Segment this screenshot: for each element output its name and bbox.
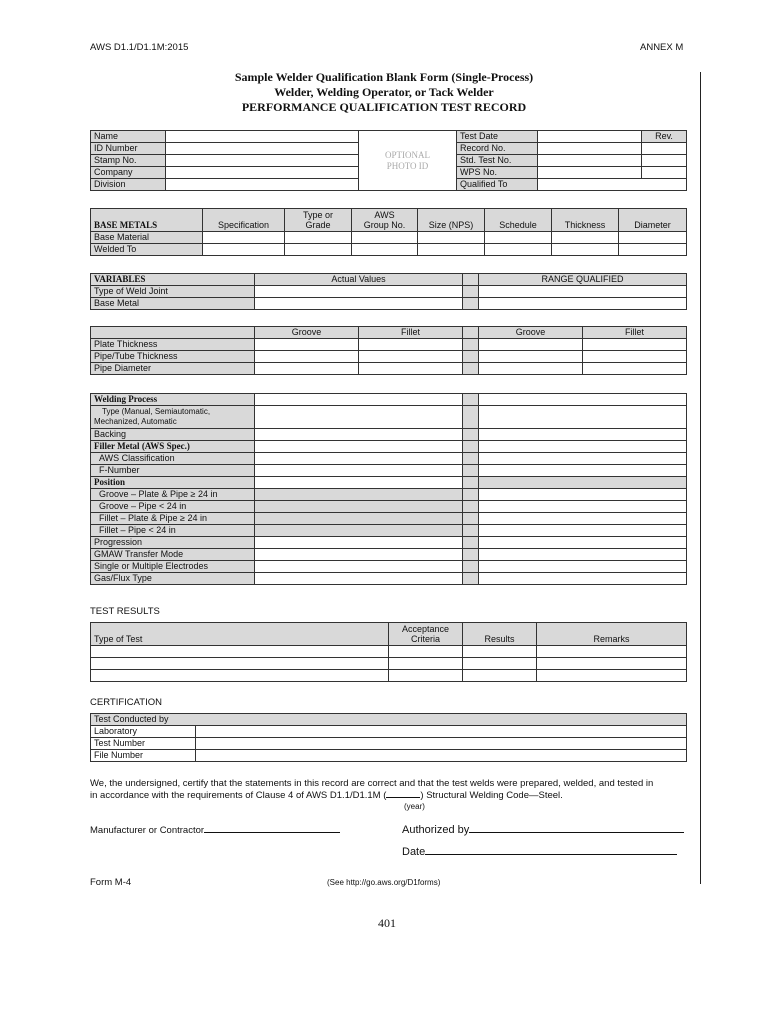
title-line-2: Welder, Welding Operator, or Tack Welder [274, 85, 494, 99]
welded-to-label: Welded To [91, 244, 203, 256]
title-line-1: Sample Welder Qualification Blank Form (Single-Process) [234, 70, 534, 84]
base-material-grade[interactable] [285, 232, 352, 244]
weld-joint-actual[interactable] [255, 286, 463, 298]
backing-label: Backing [91, 429, 255, 441]
certification-table [90, 713, 687, 762]
filler-metal-range[interactable] [479, 441, 687, 453]
spacer-cell [463, 394, 479, 406]
base-material-group[interactable] [352, 232, 418, 244]
fillet-plate-actual [255, 513, 463, 525]
authorized-line [402, 824, 684, 836]
statement-line-2a: in accordance with the requirements of Clause 4 of AWS D1.1/D1.1M ( [90, 790, 387, 801]
test-row-3-criteria[interactable] [389, 670, 463, 682]
welding-process-range[interactable] [479, 394, 687, 406]
fillet-plate-range[interactable] [479, 513, 687, 525]
std-test-no-label: Std. Test No. [457, 155, 538, 167]
grade-text: Grade [305, 220, 331, 230]
test-date-field[interactable] [538, 131, 642, 143]
aws-group-header [352, 209, 418, 232]
fillet-pipe-label: Fillet – Pipe < 24 in [91, 525, 255, 537]
test-date-label: Test Date [457, 131, 538, 143]
company-label: Company [91, 167, 166, 179]
plate-thickness-actual-fillet[interactable] [359, 339, 463, 351]
base-material-spec[interactable] [203, 232, 285, 244]
thickness-table [90, 326, 687, 375]
base-metal-range[interactable] [479, 298, 687, 310]
process-type-line-2: Mechanized, Automatic [94, 417, 177, 426]
division-field[interactable] [166, 179, 359, 191]
manufacturer-line [90, 825, 340, 836]
aws-text: AWS [374, 210, 395, 220]
margin-rule [700, 72, 701, 884]
pipe-thickness-label: Pipe/Tube Thickness [91, 351, 255, 363]
certification-statement [90, 778, 690, 802]
acceptance-line-1: Acceptance [401, 624, 450, 634]
id-number-label: ID Number [91, 143, 166, 155]
pipe-thickness-range-fillet[interactable] [583, 351, 687, 363]
aws-classification-range[interactable] [479, 453, 687, 465]
certification-title: CERTIFICATION [90, 697, 162, 708]
spacer-cell [463, 501, 479, 513]
qualified-to-field[interactable] [538, 179, 687, 191]
test-row-1-results[interactable] [463, 646, 537, 658]
spacer-cell [463, 286, 479, 298]
diameter-header: Diameter [619, 209, 687, 232]
rev-field[interactable] [642, 143, 687, 155]
electrodes-actual[interactable] [255, 561, 463, 573]
range-groove-header: Groove [479, 327, 583, 339]
welding-process-actual[interactable] [255, 394, 463, 406]
spacer-cell [463, 489, 479, 501]
division-label: Division [91, 179, 166, 191]
test-row-2-results[interactable] [463, 658, 537, 670]
date-field[interactable] [425, 854, 677, 855]
record-no-field[interactable] [538, 143, 642, 155]
spacer-cell [463, 525, 479, 537]
welded-to-thickness[interactable] [552, 244, 619, 256]
welded-to-diameter[interactable] [619, 244, 687, 256]
page-number: 401 [378, 916, 396, 930]
base-material-label: Base Material [91, 232, 203, 244]
fillet-plate-label: Fillet – Plate & Pipe ≥ 24 in [91, 513, 255, 525]
electrodes-label: Single or Multiple Electrodes [91, 561, 255, 573]
actual-values-header: Actual Values [255, 274, 463, 286]
rev-label: Rev. [642, 131, 687, 143]
pipe-diameter-label: Pipe Diameter [91, 363, 255, 375]
welded-to-schedule[interactable] [485, 244, 552, 256]
filler-metal-label: Filler Metal (AWS Spec.) [91, 441, 255, 453]
spacer-cell [463, 573, 479, 585]
test-row-3-type[interactable] [91, 670, 389, 682]
year-caption: (year) [404, 802, 425, 811]
base-material-size[interactable] [418, 232, 485, 244]
record-no-label: Record No. [457, 143, 538, 155]
wps-no-field[interactable] [538, 167, 642, 179]
gas-flux-label: Gas/Flux Type [91, 573, 255, 585]
aws-classification-actual[interactable] [255, 453, 463, 465]
identity-table [90, 130, 687, 191]
pipe-diameter-range-groove[interactable] [479, 363, 583, 375]
groove-plate-actual [255, 489, 463, 501]
groove-plate-label: Groove – Plate & Pipe ≥ 24 in [91, 489, 255, 501]
spacer-cell [463, 363, 479, 375]
statement-line-1: We, the undersigned, certify that the statements in this record are correct and that the test welds were prepared, welded, and tested in [90, 778, 654, 789]
welded-to-spec[interactable] [203, 244, 285, 256]
gas-flux-range[interactable] [479, 573, 687, 585]
process-type-actual[interactable] [255, 406, 463, 429]
type-grade-header [285, 209, 352, 232]
range-fillet-header: Fillet [583, 327, 687, 339]
position-actual[interactable] [255, 477, 463, 489]
weld-joint-range[interactable] [479, 286, 687, 298]
spacer-cell [463, 406, 479, 429]
groove-pipe-range[interactable] [479, 501, 687, 513]
test-results-table [90, 622, 687, 682]
spacer-cell [463, 351, 479, 363]
acceptance-header [389, 623, 463, 646]
test-row-2-criteria[interactable] [389, 658, 463, 670]
actual-groove-header: Groove [255, 327, 359, 339]
fillet-pipe-range[interactable] [479, 525, 687, 537]
base-metal-label: Base Metal [91, 298, 255, 310]
laboratory-label: Laboratory [91, 726, 196, 738]
f-number-actual[interactable] [255, 465, 463, 477]
pipe-thickness-actual-groove[interactable] [255, 351, 359, 363]
group-no-text: Group No. [363, 220, 406, 230]
electrodes-range[interactable] [479, 561, 687, 573]
base-metals-table [90, 208, 687, 256]
blank-header [91, 327, 255, 339]
f-number-range[interactable] [479, 465, 687, 477]
spacer-cell [463, 453, 479, 465]
welded-to-grade[interactable] [285, 244, 352, 256]
actual-fillet-header: Fillet [359, 327, 463, 339]
name-field[interactable] [166, 131, 359, 143]
welded-to-group[interactable] [352, 244, 418, 256]
spacer-cell [463, 339, 479, 351]
welded-to-size[interactable] [418, 244, 485, 256]
test-row-3-results[interactable] [463, 670, 537, 682]
name-label: Name [91, 131, 166, 143]
form-number: Form M-4 [90, 877, 132, 888]
spacer-cell [463, 561, 479, 573]
authorized-label: Authorized by [402, 824, 470, 836]
spacer-cell [463, 477, 479, 489]
test-row-3-remarks[interactable] [537, 670, 687, 682]
base-metal-actual[interactable] [255, 298, 463, 310]
spacer-cell [463, 441, 479, 453]
year-blank[interactable] [386, 797, 420, 798]
title-line-3: PERFORMANCE QUALIFICATION TEST RECORD [241, 100, 527, 114]
date-label: Date [402, 846, 426, 858]
process-type-line-1: Type (Manual, Semiautomatic, [102, 407, 211, 416]
fillet-pipe-actual [255, 525, 463, 537]
qualified-to-label: Qualified To [457, 179, 538, 191]
filler-metal-actual[interactable] [255, 441, 463, 453]
position-range [479, 477, 687, 489]
test-row-2-type[interactable] [91, 658, 389, 670]
test-number-field[interactable] [196, 738, 687, 750]
test-conducted-by-label: Test Conducted by [91, 714, 687, 726]
gmaw-range[interactable] [479, 549, 687, 561]
manufacturer-field[interactable] [204, 832, 340, 833]
test-number-label: Test Number [91, 738, 196, 750]
remarks-header: Remarks [537, 623, 687, 646]
id-number-field[interactable] [166, 143, 359, 155]
wps-no-label: WPS No. [457, 167, 538, 179]
specification-header: Specification [203, 209, 285, 232]
pipe-diameter-range-fillet[interactable] [583, 363, 687, 375]
statement-line-2b: ) Structural Welding Code—Steel. [420, 790, 563, 801]
type-or-text: Type or [302, 210, 333, 220]
welding-process-label: Welding Process [91, 394, 255, 406]
thickness-header: Thickness [552, 209, 619, 232]
spacer-cell [463, 274, 479, 286]
base-material-diameter[interactable] [619, 232, 687, 244]
base-metals-header: BASE METALS [91, 209, 203, 232]
manufacturer-label: Manufacturer or Contractor [90, 825, 205, 836]
plate-thickness-range-fillet[interactable] [583, 339, 687, 351]
backing-actual[interactable] [255, 429, 463, 441]
progression-actual[interactable] [255, 537, 463, 549]
stamp-no-label: Stamp No. [91, 155, 166, 167]
pipe-diameter-actual-fillet[interactable] [359, 363, 463, 375]
statement-line-2 [90, 790, 690, 802]
file-number-label: File Number [91, 750, 196, 762]
aws-classification-label: AWS Classification [91, 453, 255, 465]
spacer-cell [463, 549, 479, 561]
test-row-1-criteria[interactable] [389, 646, 463, 658]
results-header: Results [463, 623, 537, 646]
plate-thickness-range-groove[interactable] [479, 339, 583, 351]
size-header: Size (NPS) [418, 209, 485, 232]
test-row-2-remarks[interactable] [537, 658, 687, 670]
header-annex: ANNEX M [640, 42, 684, 53]
weld-joint-label: Type of Weld Joint [91, 286, 255, 298]
acceptance-line-2: Criteria [410, 634, 440, 644]
photo-line-1: OPTIONAL [385, 149, 430, 160]
test-results-title: TEST RESULTS [90, 606, 160, 617]
pipe-thickness-range-groove[interactable] [479, 351, 583, 363]
groove-plate-range[interactable] [479, 489, 687, 501]
file-number-field[interactable] [196, 750, 687, 762]
rev-field-3[interactable] [642, 167, 687, 179]
spacer-cell [463, 429, 479, 441]
test-row-1-remarks[interactable] [537, 646, 687, 658]
photo-id-box [359, 131, 457, 191]
pipe-diameter-actual-groove[interactable] [255, 363, 359, 375]
laboratory-field[interactable] [196, 726, 687, 738]
spacer-cell [463, 298, 479, 310]
spacer-cell [463, 513, 479, 525]
company-field[interactable] [166, 167, 359, 179]
process-type-range[interactable] [479, 406, 687, 429]
groove-pipe-actual [255, 501, 463, 513]
plate-thickness-label: Plate Thickness [91, 339, 255, 351]
variables-header: VARIABLES [91, 274, 255, 286]
test-row-1-type[interactable] [91, 646, 389, 658]
range-qualified-header: RANGE QUALIFIED [479, 274, 687, 286]
photo-line-2: PHOTO ID [386, 160, 429, 171]
gmaw-label: GMAW Transfer Mode [91, 549, 255, 561]
gas-flux-actual[interactable] [255, 573, 463, 585]
stamp-no-field[interactable] [166, 155, 359, 167]
progression-range[interactable] [479, 537, 687, 549]
type-of-test-header: Type of Test [91, 623, 389, 646]
schedule-header: Schedule [485, 209, 552, 232]
gmaw-actual[interactable] [255, 549, 463, 561]
process-type-label [91, 406, 255, 429]
pipe-thickness-actual-fillet[interactable] [359, 351, 463, 363]
authorized-field[interactable] [469, 832, 684, 833]
header-doc-id: AWS D1.1/D1.1M:2015 [90, 42, 189, 53]
spacer-cell [463, 537, 479, 549]
date-line [402, 846, 677, 858]
std-test-no-field[interactable] [538, 155, 642, 167]
base-material-schedule[interactable] [485, 232, 552, 244]
position-label: Position [91, 477, 255, 489]
base-material-thickness[interactable] [552, 232, 619, 244]
f-number-label: F-Number [91, 465, 255, 477]
process-table [90, 393, 687, 585]
variables-table [90, 273, 687, 310]
spacer-cell [463, 465, 479, 477]
rev-field-2[interactable] [642, 155, 687, 167]
forms-url-note: (See http://go.aws.org/D1forms) [327, 878, 441, 887]
backing-range[interactable] [479, 429, 687, 441]
spacer-cell [463, 327, 479, 339]
progression-label: Progression [91, 537, 255, 549]
groove-pipe-label: Groove – Pipe < 24 in [91, 501, 255, 513]
plate-thickness-actual-groove[interactable] [255, 339, 359, 351]
